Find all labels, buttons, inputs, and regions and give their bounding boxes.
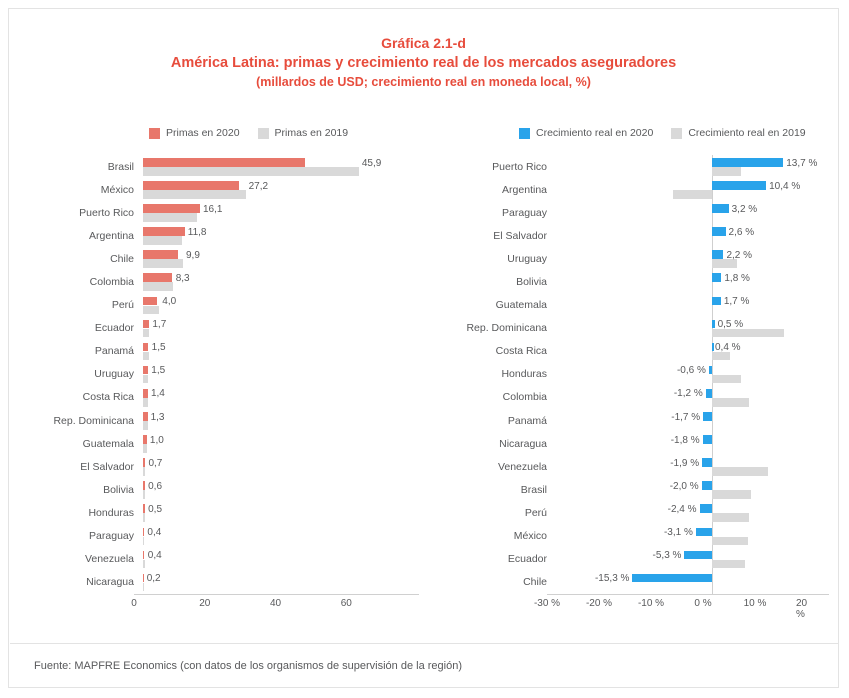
bar-group: [556, 548, 829, 571]
bar-2020: [143, 551, 144, 560]
table-row: [429, 455, 829, 478]
bar-group: [143, 455, 419, 478]
table-row: [429, 409, 829, 432]
value-label: -5,3 %: [652, 550, 682, 562]
bar-2020: [143, 412, 148, 421]
bar-group: [556, 455, 829, 478]
chart-subtitle: (millardos de USD; crecimiento real en moneda local, %): [256, 75, 591, 89]
value-label: -15,3 %: [594, 573, 630, 585]
category-label: Chile: [110, 252, 134, 265]
bar-group: [143, 201, 419, 224]
value-label: 1,7 %: [723, 296, 750, 308]
source-text: Fuente: MAPFRE Economics (con datos de los organismos de supervisión de la región): [34, 659, 462, 672]
table-row: [429, 501, 829, 524]
bar-group: [143, 432, 419, 455]
value-label: 27,2: [248, 180, 269, 192]
category-label: Colombia: [502, 391, 547, 404]
category-label: Bolivia: [103, 483, 134, 496]
bar-2020: [143, 366, 148, 375]
category-label: Panamá: [507, 414, 547, 427]
table-row: [429, 432, 829, 455]
bar-2020: [703, 435, 712, 444]
value-label: 0,4: [147, 527, 162, 538]
bar-2019: [712, 490, 751, 499]
bar-2020: [684, 551, 712, 560]
bar-group: [143, 247, 419, 270]
value-label: 4,0: [162, 296, 177, 308]
bar-2020: [143, 504, 145, 513]
table-row: [29, 501, 419, 524]
bar-2020: [712, 297, 721, 306]
value-label: 0,2: [146, 573, 161, 585]
bar-2020: [712, 273, 721, 282]
category-label: Honduras: [501, 368, 547, 381]
bar-2019: [143, 560, 145, 569]
category-label: Uruguay: [507, 252, 547, 265]
category-label: Honduras: [88, 506, 134, 519]
table-row: [29, 478, 419, 501]
category-label: Nicaragua: [499, 437, 547, 450]
value-label: 0,6: [148, 480, 163, 492]
category-label: Guatemala: [495, 299, 547, 312]
value-label: 1,4: [150, 388, 165, 400]
bar-2019: [143, 537, 144, 546]
table-row: [29, 363, 419, 386]
bar-2019: [143, 236, 182, 245]
bar-2020: [143, 528, 144, 537]
table-row: [429, 548, 829, 571]
value-label: -3,1 %: [663, 527, 693, 538]
bar-group: [556, 432, 829, 455]
value-label: -2,4 %: [667, 503, 697, 515]
bar-group: [143, 525, 419, 548]
category-label: Panamá: [94, 345, 134, 358]
category-label: Argentina: [89, 229, 134, 242]
bar-group: [556, 386, 829, 409]
category-label: Costa Rica: [495, 345, 547, 358]
bar-group: [143, 548, 419, 571]
zero-gridline: [712, 409, 713, 432]
bar-2020: [712, 320, 715, 329]
bar-2020: [143, 320, 149, 329]
bar-group: [143, 294, 419, 317]
category-label: Venezuela: [497, 460, 547, 473]
value-label: 0,7: [148, 457, 163, 469]
bar-2019: [143, 282, 173, 291]
crecimiento-legend-item: [519, 127, 653, 139]
bar-2019: [143, 467, 145, 476]
bar-2019: [712, 560, 745, 569]
bar-2020: [712, 158, 783, 167]
bar-2019: [143, 490, 145, 499]
bar-2020: [143, 389, 148, 398]
bar-2020: [143, 250, 178, 259]
bar-group: [143, 386, 419, 409]
value-label: -1,2 %: [673, 388, 703, 400]
category-label: Puerto Rico: [492, 160, 547, 173]
bar-2020: [712, 343, 714, 352]
bar-group: [143, 501, 419, 524]
category-label: Perú: [111, 299, 134, 312]
bar-2020: [143, 158, 305, 167]
bar-group: [143, 571, 419, 594]
table-row: [29, 317, 419, 340]
chart-frame: [8, 8, 839, 688]
axis-tick-label: 60: [340, 597, 352, 609]
bar-2020: [143, 481, 145, 490]
table-row: [29, 548, 419, 571]
table-row: [429, 478, 829, 501]
value-label: -1,8 %: [670, 434, 700, 446]
value-label: 1,3: [150, 411, 165, 423]
value-label: 0,4 %: [715, 342, 741, 354]
bar-2020: [702, 481, 712, 490]
bar-group: [556, 294, 829, 317]
legend-label: Crecimiento real en 2020: [536, 127, 654, 139]
value-label: 0,5: [148, 503, 163, 515]
crecimiento-legend-item: [671, 127, 805, 139]
primas-chart: [29, 155, 419, 625]
bar-2020: [143, 458, 145, 467]
bar-2019: [143, 398, 148, 407]
value-label: -1,7 %: [671, 411, 701, 423]
primas-legend-item: [149, 127, 240, 139]
bar-2019: [143, 352, 149, 361]
axis-tick-label: 20: [199, 597, 211, 609]
bar-2020: [143, 297, 157, 306]
category-label: Ecuador: [507, 553, 547, 566]
bar-2019: [712, 513, 749, 522]
category-label: Nicaragua: [86, 576, 134, 589]
value-label: 10,4 %: [769, 180, 801, 192]
category-label: México: [513, 530, 547, 543]
category-label: Guatemala: [82, 437, 134, 450]
axis-tick-label: 20 %: [796, 597, 808, 620]
axis-tick-label: 0 %: [694, 597, 712, 609]
value-label: 0,4: [147, 550, 162, 562]
legend-crecimiento: [519, 127, 806, 139]
bar-2020: [712, 204, 729, 213]
bar-group: [556, 247, 829, 270]
table-row: [429, 340, 829, 363]
bar-2019: [143, 259, 183, 268]
bar-group: [556, 409, 829, 432]
zero-gridline: [712, 432, 713, 455]
value-label: 1,5: [151, 365, 166, 377]
category-label: Uruguay: [94, 368, 134, 381]
axis-tick-label: -30 %: [533, 597, 561, 609]
bar-group: [143, 340, 419, 363]
crecimiento-chart: [429, 155, 829, 625]
value-label: 13,7 %: [786, 157, 818, 169]
axis-tick-label: 40: [269, 597, 282, 609]
bar-group: [556, 525, 829, 548]
bar-group: [556, 317, 829, 340]
bar-2019: [143, 583, 144, 592]
table-row: [29, 571, 419, 594]
value-label: 2,2 %: [726, 249, 753, 261]
bar-2020: [706, 389, 712, 398]
legend-swatch-icon: [519, 128, 530, 139]
category-label: Bolivia: [516, 276, 547, 289]
value-label: 9,9: [185, 249, 200, 261]
bar-2019: [712, 467, 768, 476]
bar-2020: [712, 250, 723, 259]
bar-2019: [143, 329, 149, 338]
category-label: Brasil: [520, 483, 547, 496]
table-row: [429, 294, 829, 317]
value-label: 0,5 %: [717, 319, 744, 331]
bar-group: [143, 178, 419, 201]
bar-group: [143, 317, 419, 340]
table-row: [29, 178, 419, 201]
bar-group: [556, 270, 829, 293]
value-label: 11,8: [187, 226, 207, 238]
category-label: Puerto Rico: [79, 206, 134, 219]
table-row: [29, 155, 419, 178]
bar-2020: [143, 227, 185, 236]
category-label: Colombia: [89, 276, 134, 289]
table-row: [429, 571, 829, 594]
category-label: Venezuela: [84, 553, 134, 566]
bar-2019: [143, 444, 147, 453]
bar-2020: [632, 574, 712, 583]
axis-tick-label: 10 %: [743, 597, 767, 609]
zero-gridline: [712, 571, 713, 594]
legend-label: Primas en 2019: [274, 127, 349, 139]
value-label: -0,6 %: [676, 365, 706, 377]
table-row: [429, 525, 829, 548]
value-label: 16,1: [202, 203, 223, 215]
value-label: 1,0: [149, 434, 164, 446]
bar-2019: [712, 167, 741, 176]
table-row: [29, 386, 419, 409]
value-label: 1,7: [152, 319, 167, 331]
table-row: [29, 455, 419, 478]
table-row: [429, 224, 829, 247]
bar-2020: [143, 435, 147, 444]
bar-2020: [143, 343, 148, 352]
bar-group: [556, 201, 829, 224]
bar-2019: [143, 213, 197, 222]
bar-group: [143, 155, 419, 178]
value-label: 3,2 %: [731, 203, 758, 215]
bar-group: [143, 270, 419, 293]
legend-swatch-icon: [258, 128, 269, 139]
category-label: Paraguay: [502, 206, 547, 219]
category-label: Chile: [523, 576, 547, 589]
bar-group: [556, 178, 829, 201]
value-label: 8,3: [175, 272, 190, 284]
table-row: [29, 294, 419, 317]
legend-label: Crecimiento real en 2019: [688, 127, 806, 139]
bar-group: [556, 340, 829, 363]
table-row: [429, 178, 829, 201]
bar-group: [556, 501, 829, 524]
bar-group: [143, 224, 419, 247]
category-label: Argentina: [502, 183, 547, 196]
category-label: Paraguay: [89, 530, 134, 543]
category-label: El Salvador: [493, 229, 547, 242]
table-row: [29, 247, 419, 270]
bar-2019: [143, 190, 246, 199]
bar-2019: [712, 537, 748, 546]
axis-tick-label: -20 %: [585, 597, 613, 609]
category-label: Perú: [524, 506, 547, 519]
bar-2020: [696, 528, 712, 537]
category-label: El Salvador: [80, 460, 134, 473]
value-label: 1,8 %: [724, 272, 750, 284]
legends: [9, 127, 840, 147]
bar-2019: [143, 167, 359, 176]
chart-title: América Latina: primas y crecimiento real de los mercados aseguradores: [170, 55, 677, 71]
table-row: [429, 155, 829, 178]
table-row: [29, 340, 419, 363]
table-row: [29, 224, 419, 247]
table-row: [29, 432, 419, 455]
value-label: 1,5: [151, 342, 166, 354]
bar-2020: [700, 504, 712, 513]
category-label: Ecuador: [94, 322, 134, 335]
bar-group: [556, 224, 829, 247]
category-label: Rep. Dominicana: [53, 414, 134, 427]
table-row: [29, 525, 419, 548]
chart-title-block: [9, 9, 838, 92]
bar-2019: [143, 421, 148, 430]
category-label: Rep. Dominicana: [466, 322, 547, 335]
bar-2020: [703, 412, 712, 421]
category-label: Brasil: [107, 160, 134, 173]
bar-2020: [143, 181, 239, 190]
table-row: [429, 247, 829, 270]
bar-2019: [143, 375, 148, 384]
table-row: [429, 363, 829, 386]
table-row: [29, 409, 419, 432]
bar-2020: [712, 181, 766, 190]
bar-2019: [712, 398, 749, 407]
table-row: [429, 201, 829, 224]
primas-legend-item: [258, 127, 349, 139]
bar-2020: [143, 574, 144, 583]
bar-2019: [143, 513, 145, 522]
legend-label: Primas en 2020: [166, 127, 240, 139]
bar-2020: [702, 458, 712, 467]
bar-2020: [709, 366, 712, 375]
bar-group: [556, 478, 829, 501]
bar-2020: [143, 204, 200, 213]
bar-2020: [143, 273, 172, 282]
value-label: -1,9 %: [670, 457, 700, 469]
bar-group: [556, 155, 829, 178]
legend-swatch-icon: [671, 128, 682, 139]
source-note: [10, 643, 839, 687]
chart-number: Gráfica 2.1-d: [381, 35, 466, 51]
bar-2019: [712, 375, 741, 384]
bar-group: [143, 409, 419, 432]
x-axis: [131, 594, 419, 615]
table-row: [429, 270, 829, 293]
axis-tick-label: 0: [131, 597, 137, 609]
bar-group: [556, 363, 829, 386]
bar-group: [556, 571, 829, 594]
bar-2019: [673, 190, 712, 199]
bar-2020: [712, 227, 726, 236]
value-label: -2,0 %: [669, 480, 699, 492]
table-row: [429, 386, 829, 409]
table-row: [429, 317, 829, 340]
category-label: Costa Rica: [82, 391, 134, 404]
value-label: 2,6 %: [728, 226, 755, 238]
table-row: [29, 201, 419, 224]
value-label: 45,9: [361, 157, 382, 169]
axis-tick-label: -10 %: [637, 597, 665, 609]
legend-swatch-icon: [149, 128, 160, 139]
bar-2019: [143, 306, 159, 315]
x-axis: [533, 594, 829, 620]
table-row: [29, 270, 419, 293]
legend-primas: [149, 127, 348, 139]
bar-group: [143, 478, 419, 501]
category-label: México: [100, 183, 134, 196]
bar-group: [143, 363, 419, 386]
